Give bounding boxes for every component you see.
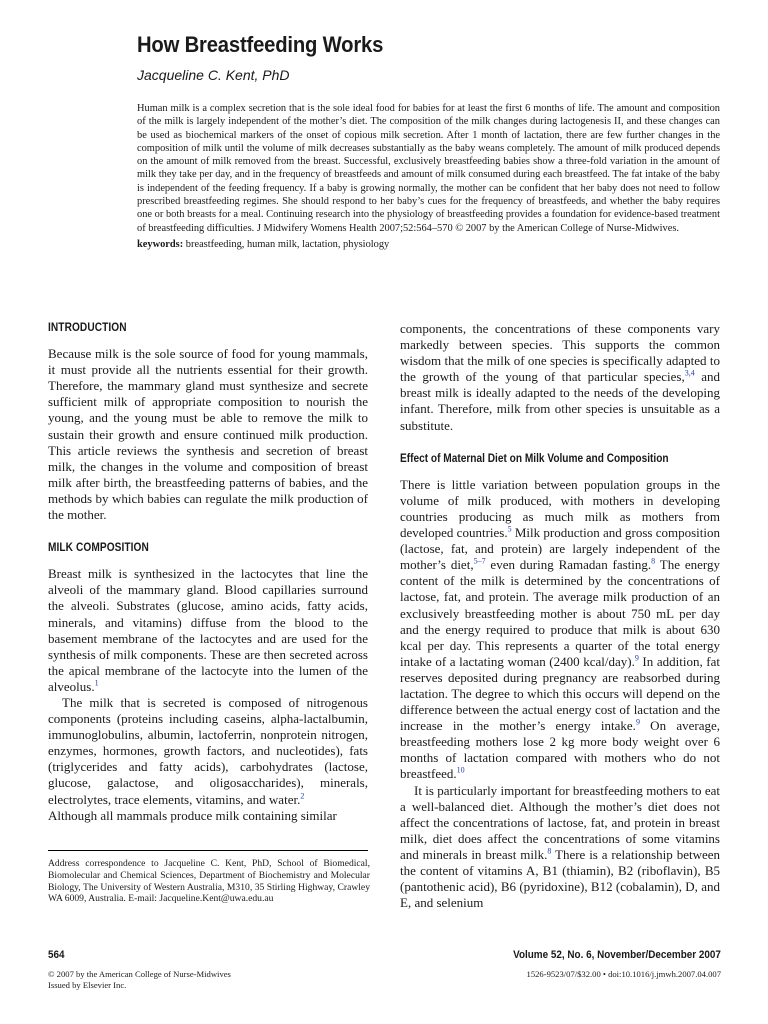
- footnote-divider: [48, 850, 368, 851]
- reference-link[interactable]: 8: [651, 556, 656, 566]
- maternal-diet-paragraph-1: There is little variation between population groups in the volume of milk produced, with mothers in developing countries producing as much milk as mothers from developed countries.$^5$ Milk production and gross composition (lactose, fat, and protein) are largely independent of the mother’s diet,$^{5-7}$ even during Ramadan fasting.$^8$ The energy content of the milk is determined by the concentrations of lactose, fat, and protein. The average milk production of an exclusively breastfeeding mother is about 750 mL per day and the energy required to produce that milk is about 630 kcal per day. This represents a quarter of the total energy intake of a lactating woman (2400 kcal/day).$^9$ In addition, fat reserves deposited during pregnancy are reabsorbed during lactation. The degree to which this occurs will depend on the difference between the actual energy cost of lactation and the increase in the mother’s energy intake.$^9$ On average, breastfeeding mothers lose 2 kg more body weight over 6 months of lactation compared with mothers who do not breastfeed.$^{10}$: [400, 476, 720, 782]
- reference-link[interactable]: 3,4: [684, 368, 695, 378]
- correspondence-address: Address correspondence to Jacqueline C. Kent, PhD, School of Biomedical, Biomolecular and Chemical Sciences, Department of Biochemistry and Molecular Biology, The University of Western Australia, M310, 35 Stirling Highway, Crawley WA 6009, Australia. E-mail: Jacqueline.Kent@uwa.edu.au: [48, 858, 370, 905]
- introduction-paragraph: Because milk is the sole source of food for young mammals, it must provide all the nutrients essential for their growth. Therefore, the mammary gland must synthesize and secrete sufficient milk of appropriate composition to nourish the young, and the young must be able to remove the milk to sustain their growth and ensure continued milk production. This article reviews the synthesis and secretion of breast milk, the changes in the volume and composition of breast milk after birth, the breastfeeding patterns of babies, and the methods by which babies can regulate the milk production of the mother.: [48, 346, 368, 523]
- reference-link[interactable]: 5–7: [473, 556, 486, 566]
- maternal-diet-paragraph-2: It is particularly important for breastfeeding mothers to eat a well-balanced diet. Although the mother’s diet does not affect the concentrations of lactose, fat, and protein in breast milk, diet does affect the concentrations of some vitamins and minerals in breast milk.$^8$ There is a relationship between the content of vitamins A, B1 (thiamin), B2 (riboflavin), B5 (pantothenic acid), B6 (pyridoxine), B12 (cobalamin), D, and E, and selenium: [400, 782, 720, 911]
- article-author: Jacqueline C. Kent, PhD: [137, 67, 290, 83]
- article-title: How Breastfeeding Works: [137, 32, 384, 57]
- reference-link[interactable]: 5: [507, 524, 512, 534]
- abstract: Human milk is a complex secretion that is the sole ideal food for babies for at least the first 6 months of life. The amount and composition of the milk is largely independent of the mother’s diet. The composition of the milk changes during lactogenesis II, and these changes can be used as biochemical markers of the onset of copious milk secretion. After 1 month of lactation, there are few further changes in the composition of milk until the volume of milk decreases substantially as the baby weans completely. The amount of milk produced depends on the amount of milk removed from the breast. Successful, exclusively breastfeeding babies show a three-fold variation in the amount of milk they take per day, and in the frequency of breastfeeds and amount of milk consumed during each breastfeed. The fat intake of the baby is independent of the feeding frequency. If a baby is growing normally, the mother can be confident that her baby does not need to follow prescribed breastfeeding regimes. She should respond to her baby’s cues for the frequency of breastfeeds, and whether the baby requires one or both breasts for a meal. Continuing research into the physiology of breastfeeding provides a foundation for evidence-based treatment of breastfeeding difficulties. J Midwifery Womens Health 2007;52:564–570 © 2007 by the American College of Nurse-Midwives.: [137, 103, 720, 234]
- reference-link[interactable]: 1: [94, 678, 99, 688]
- reference-link[interactable]: 10: [456, 766, 465, 776]
- section-heading-introduction: INTRODUCTION: [48, 322, 127, 334]
- article-header: [137, 32, 720, 251]
- left-column: [48, 320, 368, 824]
- continued-paragraph: components, the concentrations of these components vary markedly between species. This supports the common wisdom that the milk of one species is specifically adapted to the growth of the young of that particular species,$^{3,4}$ and breast milk is ideally adapted to the needs of the developing infant. Therefore, milk from other species is unsuitable as a substitute.: [400, 321, 720, 433]
- keywords-line: [137, 238, 720, 251]
- issn-doi: 1526-9523/07/$32.00 • doi:10.1016/j.jmwh.2007.04.007: [526, 969, 721, 979]
- section-heading-milk-composition: MILK COMPOSITION: [48, 542, 149, 555]
- subsection-heading-maternal-diet: Effect of Maternal Diet on Milk Volume and Composition: [400, 452, 669, 465]
- reference-link[interactable]: 9: [635, 717, 640, 727]
- page-number: 564: [48, 949, 65, 961]
- reference-link[interactable]: 2: [300, 791, 305, 801]
- right-column: [400, 321, 720, 911]
- milk-composition-paragraph-2: The milk that is secreted is composed of nitrogenous components (proteins including caseins, alpha-lactalbumin, immunoglobulins, albumin, lactoferrin, nonprotein nitrogen, enzymes, hormones, growth factors, and nucleotides), fats (triglycerides and fatty acids), carbohydrates (lactose, glucose, galactose, and oligosaccharides), minerals, electrolytes, trace elements, vitamins, and water.$^2$ Although all mammals produce milk containing similar: [48, 694, 368, 823]
- reference-link[interactable]: 9: [634, 653, 639, 663]
- volume-info: Volume 52, No. 6, November/December 2007: [513, 949, 721, 961]
- reference-link[interactable]: 8: [547, 846, 552, 856]
- keywords-list: breastfeeding, human milk, lactation, physiology: [185, 238, 390, 250]
- milk-composition-paragraph-1: Breast milk is synthesized in the lactocytes that line the alveoli of the mammary gland. Blood capillaries surround the alveoli. Substrates (glucose, amino acids, fatty acids, minerals, and vitamins) diffuse from the blood to the basement membrane of the lactocytes and are used for the synthesis of milk components. These are then secreted across the apical membrane of the lactocyte into the lumen of the alveolus.$^1$: [48, 566, 368, 694]
- keywords-label: keywords:: [137, 238, 184, 250]
- copyright-notice: © 2007 by the American College of Nurse-Midwives Issued by Elsevier Inc.: [48, 969, 231, 990]
